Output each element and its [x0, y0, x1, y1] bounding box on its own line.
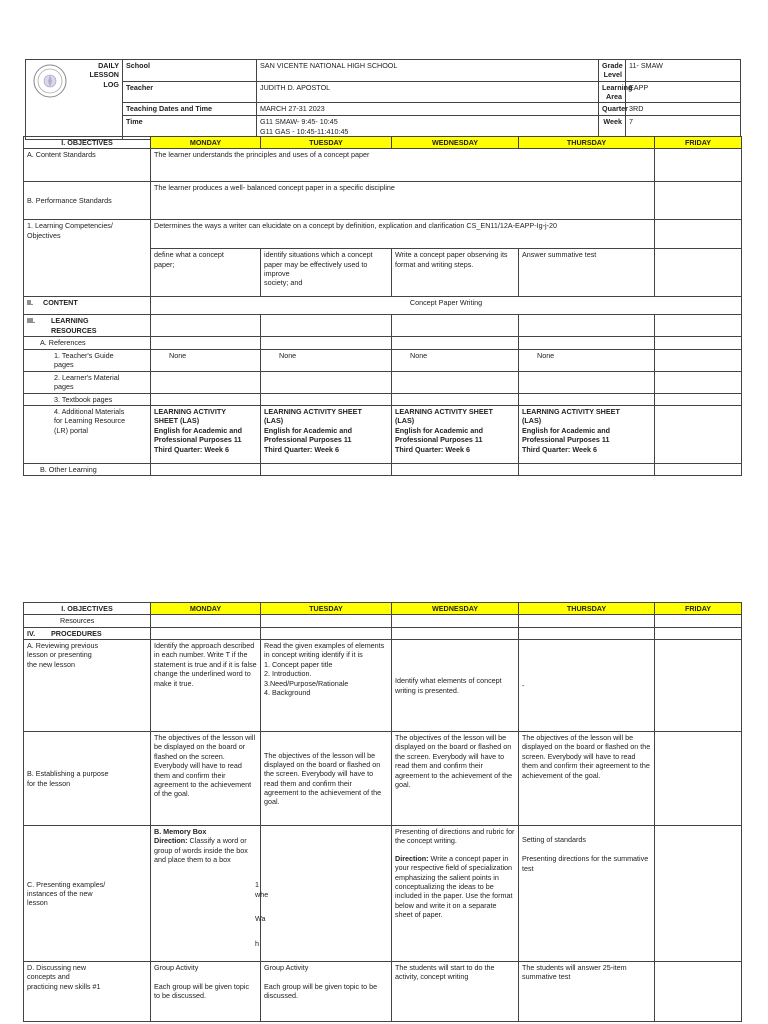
learners-material-label: 2. Learner's Material pages	[24, 371, 151, 393]
grade-value: 11- SMAW	[626, 60, 741, 82]
empty-cell	[519, 615, 655, 627]
empty-cell	[261, 464, 392, 476]
empty-cell	[151, 315, 261, 337]
time-label: Time	[123, 116, 257, 140]
discussing-wednesday: The students will start to do the activity, concept writing	[392, 962, 519, 1022]
las-thursday: LEARNING ACTIVITY SHEET (LAS) English for Academic and Professional Purposes 11 Third Quarter: Week 6	[519, 406, 655, 464]
quarter-label: Quarter	[599, 103, 626, 116]
presenting-examples-label: C. Presenting examples/ instances of the new lesson	[24, 826, 151, 962]
empty-cell	[655, 615, 742, 627]
resources-label: Resources	[24, 615, 151, 627]
presenting-thursday: Setting of standards Presenting directions for the summative test	[519, 826, 655, 962]
day-thursday: THURSDAY	[519, 137, 655, 149]
presenting-tuesday: 1 whe Wa h	[261, 826, 392, 962]
performance-standards-value: The learner produces a well- balanced concept paper in a specific discipline	[151, 182, 655, 220]
purpose-label: B. Establishing a purpose for the lesson	[24, 732, 151, 826]
content-standards-value: The learner understands the principles and uses of a concept paper	[151, 149, 655, 182]
objective-tuesday: identify situations which a concept paper may be effectively used to improve society; and	[261, 249, 392, 297]
empty-cell	[655, 464, 742, 476]
grade-label: Grade Level	[599, 60, 626, 82]
empty-cell	[392, 615, 519, 627]
school-value: SAN VICENTE NATIONAL HIGH SCHOOL	[257, 60, 599, 82]
day-monday: MONDAY	[151, 137, 261, 149]
empty-cell	[151, 337, 261, 349]
empty-cell	[655, 349, 742, 371]
week-value: 7	[626, 116, 741, 140]
day-wednesday: WEDNESDAY	[392, 603, 519, 615]
day-tuesday: TUESDAY	[261, 603, 392, 615]
empty-cell	[655, 182, 742, 220]
learning-resources-label: III. LEARNING RESOURCES	[24, 315, 151, 337]
competencies-label: 1. Learning Competencies/ Objectives	[24, 220, 151, 297]
teacher-label: Teacher	[123, 81, 257, 103]
empty-cell	[392, 464, 519, 476]
empty-cell	[392, 371, 519, 393]
empty-cell	[655, 640, 742, 732]
dates-label: Teaching Dates and Time	[123, 103, 257, 116]
empty-cell	[655, 371, 742, 393]
purpose-thursday: The objectives of the lesson will be displayed on the board or flashed on the screen. Everybody will have to read them and confirm their agreement to the achievement of the goal.	[519, 732, 655, 826]
empty-cell	[655, 627, 742, 639]
tg-tuesday: None	[261, 349, 392, 371]
purpose-wednesday: The objectives of the lesson will be displayed on the board or flashed on the screen. Everybody will have to read them and confirm their agreement to the achievement of the goal.	[392, 732, 519, 826]
area-label: Learning Area	[599, 81, 626, 103]
log-title: DAILY LESSON LOG	[26, 60, 123, 140]
objectives-heading: I. OBJECTIVES	[24, 137, 151, 149]
empty-cell	[261, 393, 392, 405]
empty-cell	[655, 732, 742, 826]
empty-cell	[392, 315, 519, 337]
empty-cell	[151, 393, 261, 405]
las-wednesday: LEARNING ACTIVITY SHEET (LAS) English for Academic and Professional Purposes 11 Third Quarter: Week 6	[392, 406, 519, 464]
purpose-monday: The objectives of the lesson will be displayed on the board or flashed on the screen. Everybody will have to read them and confirm their agreement to the achievement of the goal.	[151, 732, 261, 826]
reviewing-tuesday: Read the given examples of elements in concept writing identify if it is 1. Concept paper title 2. Introduction. 3.Need/Purpose/Rationale 4. Background	[261, 640, 392, 732]
empty-cell	[151, 371, 261, 393]
objective-thursday: Answer summative test	[519, 249, 655, 297]
time-value: G11 SMAW- 9:45- 10:45 G11 GAS - 10:45-11:410:45	[257, 116, 599, 140]
quarter-value: 3RD	[626, 103, 741, 116]
reviewing-label: A. Reviewing previous lesson or presenting the new lesson	[24, 640, 151, 732]
empty-cell	[655, 220, 742, 249]
empty-cell	[392, 627, 519, 639]
empty-cell	[151, 627, 261, 639]
tg-thursday: None	[519, 349, 655, 371]
empty-cell	[519, 337, 655, 349]
dates-value: MARCH 27-31 2023	[257, 103, 599, 116]
empty-cell	[655, 315, 742, 337]
day-monday: MONDAY	[151, 603, 261, 615]
teachers-guide-label: 1. Teacher's Guide pages	[24, 349, 151, 371]
area-value: EAPP	[626, 81, 741, 103]
empty-cell	[655, 962, 742, 1022]
objective-monday: define what a concept paper;	[151, 249, 261, 297]
las-monday: LEARNING ACTIVITY SHEET (LAS) English for Academic and Professional Purposes 11 Third Quarter: Week 6	[151, 406, 261, 464]
empty-cell	[655, 393, 742, 405]
empty-cell	[519, 315, 655, 337]
las-tuesday: LEARNING ACTIVITY SHEET (LAS) English for Academic and Professional Purposes 11 Third Quarter: Week 6	[261, 406, 392, 464]
day-thursday: THURSDAY	[519, 603, 655, 615]
textbook-label: 3. Textbook pages	[24, 393, 151, 405]
empty-cell	[261, 627, 392, 639]
competencies-value: Determines the ways a writer can elucidate on a concept by definition, explication and clarification CS_EN11/12A-EAPP-Ig-j-20	[151, 220, 655, 249]
objectives-heading: I. OBJECTIVES	[24, 603, 151, 615]
reviewing-monday: Identify the approach described in each number. Write T if the statement is true and if it is false change the underlined word to make it true.	[151, 640, 261, 732]
empty-cell	[261, 371, 392, 393]
tg-wednesday: None	[392, 349, 519, 371]
empty-cell	[151, 615, 261, 627]
empty-cell	[261, 337, 392, 349]
empty-cell	[519, 371, 655, 393]
empty-cell	[655, 149, 742, 182]
discussing-label: D. Discussing new concepts and practicing new skills #1	[24, 962, 151, 1022]
content-standards-label: A. Content Standards	[24, 149, 151, 182]
reviewing-wednesday: Identify what elements of concept writing is presented.	[392, 640, 519, 732]
empty-cell	[261, 315, 392, 337]
presenting-wednesday: Presenting of directions and rubric for the concept writing. Direction: Write a concept paper in your respective field of specialization emphasizing the salient points in conceptualizing the ideas to be included in the paper. Use the format below and write it on a separate sheet of paper.	[392, 826, 519, 962]
performance-standards-label: B. Performance Standards	[24, 182, 151, 220]
content-value: Concept Paper Writing	[151, 297, 742, 315]
empty-cell	[519, 464, 655, 476]
discussing-monday: Group Activity Each group will be given topic to be discussed.	[151, 962, 261, 1022]
purpose-tuesday: The objectives of the lesson will be displayed on the board or flashed on the screen. Everybody will have to read them and confirm their agreement to the achievement of the goal.	[261, 732, 392, 826]
empty-cell	[655, 249, 742, 297]
discussing-thursday: The students will answer 25-item summative test	[519, 962, 655, 1022]
empty-cell	[655, 406, 742, 464]
empty-cell	[261, 615, 392, 627]
objectives-table	[23, 136, 742, 476]
empty-cell	[151, 464, 261, 476]
teacher-value: JUDITH D. APOSTOL	[257, 81, 599, 103]
empty-cell	[519, 627, 655, 639]
empty-cell	[655, 337, 742, 349]
header-table	[25, 59, 741, 140]
empty-cell	[655, 826, 742, 962]
week-label: Week	[599, 116, 626, 140]
content-label: II. CONTENT	[24, 297, 151, 315]
objective-wednesday: Write a concept paper observing its format and writing steps.	[392, 249, 519, 297]
school-label: School	[123, 60, 257, 82]
day-wednesday: WEDNESDAY	[392, 137, 519, 149]
empty-cell	[392, 393, 519, 405]
empty-cell	[392, 337, 519, 349]
day-friday: FRIDAY	[655, 603, 742, 615]
tg-monday: None	[151, 349, 261, 371]
reviewing-thursday: -	[519, 640, 655, 732]
discussing-tuesday: Group Activity Each group will be given topic to be discussed.	[261, 962, 392, 1022]
empty-cell	[519, 393, 655, 405]
day-friday: FRIDAY	[655, 137, 742, 149]
procedures-table	[23, 602, 742, 1022]
other-learning-label: B. Other Learning	[24, 464, 151, 476]
presenting-monday: B. Memory Box Direction: Classify a word or group of words inside the box and place them to a box	[151, 826, 261, 962]
procedures-label: IV. PROCEDURES	[24, 627, 151, 639]
additional-materials-label: 4. Additional Materials for Learning Resource (LR) portal	[24, 406, 151, 464]
references-label: A. References	[24, 337, 151, 349]
day-tuesday: TUESDAY	[261, 137, 392, 149]
